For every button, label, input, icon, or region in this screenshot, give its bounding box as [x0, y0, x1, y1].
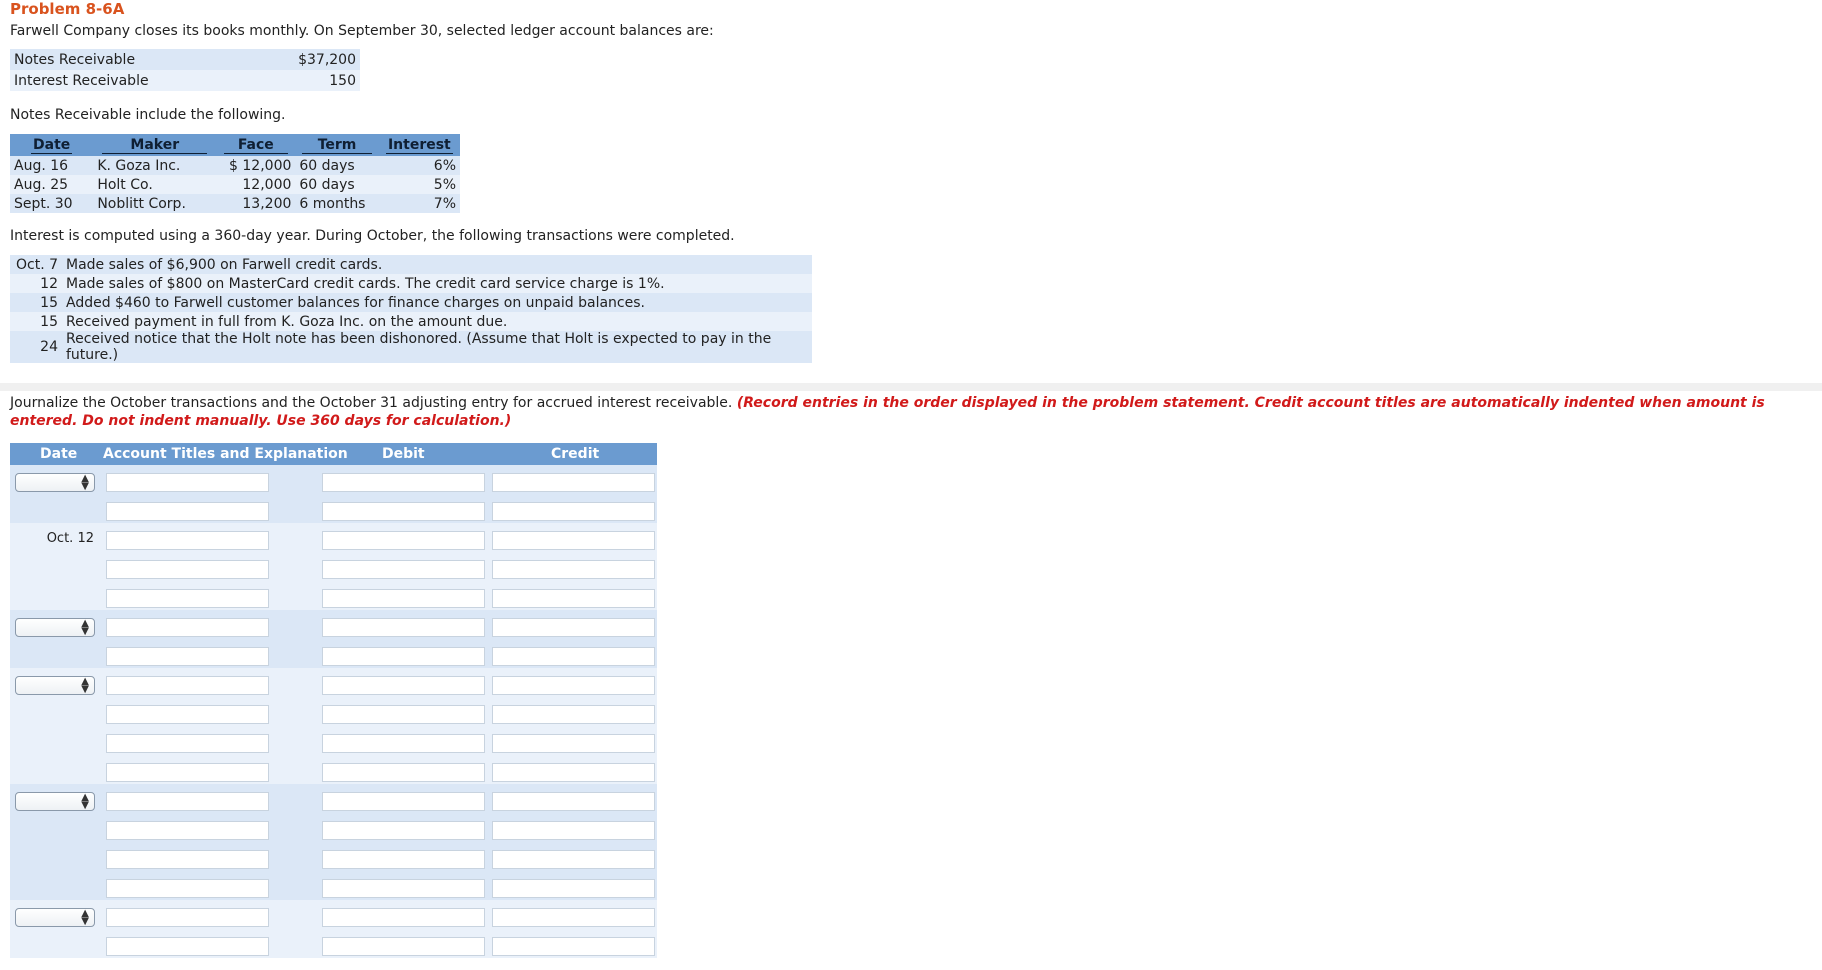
- account-input[interactable]: [106, 734, 269, 753]
- updown-icon: ▲ ▼: [81, 792, 89, 811]
- journal-row: [10, 465, 657, 494]
- credit-input[interactable]: [492, 792, 655, 811]
- account-input[interactable]: [106, 676, 269, 695]
- cell-interest: 6%: [433, 157, 456, 174]
- credit-input[interactable]: [492, 676, 655, 695]
- intro-text: Farwell Company closes its books monthly. On September 30, selected ledger account balances are:: [10, 23, 714, 39]
- credit-input[interactable]: [492, 850, 655, 869]
- balance-label: Notes Receivable: [14, 51, 136, 68]
- transaction-text: Made sales of $6,900 on Farwell credit cards.: [66, 256, 383, 273]
- journal-entry: [10, 784, 657, 900]
- credit-input[interactable]: [492, 908, 655, 927]
- date-select[interactable]: [15, 908, 95, 927]
- transaction-row: [10, 274, 812, 293]
- col-term: Term: [302, 137, 373, 154]
- debit-input[interactable]: [322, 473, 485, 492]
- balance-label: Interest Receivable: [14, 72, 149, 89]
- col-maker: Maker: [102, 137, 207, 154]
- balance-value: 150: [329, 72, 356, 89]
- account-input[interactable]: [106, 473, 269, 492]
- journal-col-account: Account Titles and Explanation: [103, 446, 348, 462]
- updown-icon: ▲ ▼: [81, 676, 89, 695]
- credit-input[interactable]: [492, 531, 655, 550]
- account-input[interactable]: [106, 560, 269, 579]
- journal-row: [10, 639, 657, 668]
- transaction-row: [10, 312, 812, 331]
- debit-input[interactable]: [322, 647, 485, 666]
- instruction-plain: Journalize the October transactions and the October 31 adjusting entry for accrued interest receivable.: [10, 395, 737, 411]
- transaction-date: 15: [40, 313, 58, 330]
- debit-input[interactable]: [322, 531, 485, 550]
- balance-row: [10, 49, 360, 70]
- account-input[interactable]: [106, 879, 269, 898]
- debit-input[interactable]: [322, 618, 485, 637]
- debit-input[interactable]: [322, 908, 485, 927]
- cell-face: 12,000: [242, 176, 292, 193]
- debit-input[interactable]: [322, 734, 485, 753]
- balance-row: [10, 70, 360, 91]
- transaction-text: Made sales of $800 on MasterCard credit cards. The credit card service charge is 1%.: [66, 275, 665, 292]
- credit-input[interactable]: [492, 879, 655, 898]
- entry-date: Oct. 12: [46, 531, 94, 546]
- section-divider: [0, 383, 1822, 391]
- transaction-date: Oct. 7: [15, 256, 58, 273]
- cell-date: Sept. 30: [14, 195, 73, 212]
- journal-col-credit: Credit: [551, 446, 600, 462]
- transaction-text: Added $460 to Farwell customer balances for finance charges on unpaid balances.: [66, 294, 645, 311]
- col-date: Date: [33, 136, 71, 153]
- table-row: [10, 156, 460, 175]
- account-input[interactable]: [106, 850, 269, 869]
- account-input[interactable]: [106, 821, 269, 840]
- credit-input[interactable]: [492, 589, 655, 608]
- debit-input[interactable]: [322, 879, 485, 898]
- account-input[interactable]: [106, 618, 269, 637]
- journal-entry: [10, 523, 657, 610]
- transaction-date: 12: [40, 275, 58, 292]
- debit-input[interactable]: [322, 850, 485, 869]
- debit-input[interactable]: [322, 705, 485, 724]
- debit-input[interactable]: [322, 937, 485, 956]
- journal-entry: [10, 465, 657, 523]
- table-row: [10, 175, 460, 194]
- instruction-red: (Record entries in the order displayed in the problem statement. Credit account titles are automatically indented when amount is entered. Do not indent manually. Use 360 days for calculation.): [10, 395, 1765, 429]
- journal-row: [10, 552, 657, 581]
- journal-row: [10, 610, 657, 639]
- col-interest: Interest: [387, 136, 451, 153]
- cell-maker: Holt Co.: [97, 176, 153, 193]
- account-input[interactable]: [106, 937, 269, 956]
- interest-text: Interest is computed using a 360-day year. During October, the following transactions were completed.: [10, 228, 735, 244]
- account-input[interactable]: [106, 792, 269, 811]
- account-input[interactable]: [106, 763, 269, 782]
- journal-row: [10, 929, 657, 958]
- debit-input[interactable]: [322, 676, 485, 695]
- journal-header: [10, 443, 657, 465]
- account-input[interactable]: [106, 705, 269, 724]
- credit-input[interactable]: [492, 647, 655, 666]
- transaction-row: [10, 255, 812, 274]
- credit-input[interactable]: [492, 705, 655, 724]
- balances-table: [10, 49, 360, 91]
- updown-icon: ▲ ▼: [81, 473, 89, 492]
- journal-row: [10, 668, 657, 697]
- cell-interest: 5%: [433, 176, 456, 193]
- journal-entry: [10, 610, 657, 668]
- debit-input[interactable]: [322, 589, 485, 608]
- transaction-row: [10, 331, 812, 363]
- debit-input[interactable]: [322, 502, 485, 521]
- notes-intro: Notes Receivable include the following.: [10, 107, 286, 123]
- transaction-date: 15: [40, 294, 58, 311]
- credit-input[interactable]: [492, 763, 655, 782]
- journal-col-date: Date: [40, 446, 78, 462]
- credit-input[interactable]: [492, 734, 655, 753]
- transactions-table: [10, 255, 812, 363]
- transaction-text: Received notice that the Holt note has been dishonored. (Assume that Holt is expected to pay in the future.): [66, 331, 772, 363]
- transaction-row: [10, 293, 812, 312]
- date-select[interactable]: [15, 473, 95, 492]
- debit-input[interactable]: [322, 792, 485, 811]
- journal-row: [10, 755, 657, 784]
- notes-table: [10, 134, 460, 213]
- account-input[interactable]: [106, 531, 269, 550]
- journal-row: [10, 871, 657, 900]
- cell-term: 6 months: [299, 195, 366, 212]
- credit-input[interactable]: [492, 618, 655, 637]
- account-input[interactable]: [106, 647, 269, 666]
- account-input[interactable]: [106, 502, 269, 521]
- journal-row: [10, 697, 657, 726]
- cell-interest: 7%: [433, 195, 456, 212]
- journal-row: [10, 726, 657, 755]
- journal-row: [10, 784, 657, 813]
- updown-icon: ▲ ▼: [81, 908, 89, 927]
- journal-entry: [10, 900, 657, 958]
- instructions: [10, 394, 1818, 430]
- journal-row: [10, 842, 657, 871]
- table-row: [10, 194, 460, 213]
- journal-col-debit: Debit: [382, 446, 425, 462]
- credit-input[interactable]: [492, 937, 655, 956]
- date-select[interactable]: [15, 618, 95, 637]
- cell-maker: Noblitt Corp.: [97, 195, 186, 212]
- balance-value: $37,200: [298, 51, 356, 68]
- debit-input[interactable]: [322, 763, 485, 782]
- col-face: Face: [224, 137, 288, 154]
- cell-date: Aug. 25: [14, 176, 69, 193]
- journal-row: [10, 523, 657, 552]
- date-select[interactable]: [15, 676, 95, 695]
- cell-maker: K. Goza Inc.: [97, 157, 181, 174]
- credit-input[interactable]: [492, 502, 655, 521]
- journal-row: [10, 581, 657, 610]
- cell-date: Aug. 16: [14, 157, 69, 174]
- cell-face: 13,200: [242, 195, 292, 212]
- debit-input[interactable]: [322, 821, 485, 840]
- journal-row: [10, 813, 657, 842]
- updown-icon: ▲ ▼: [81, 618, 89, 637]
- problem-title: Problem 8-6A: [10, 0, 125, 18]
- transaction-date: 24: [40, 339, 58, 355]
- date-select[interactable]: [15, 792, 95, 811]
- journal-entry: [10, 668, 657, 784]
- journal-body: [10, 465, 657, 958]
- account-input[interactable]: [106, 908, 269, 927]
- account-input[interactable]: [106, 589, 269, 608]
- debit-input[interactable]: [322, 560, 485, 579]
- cell-term: 60 days: [299, 176, 355, 193]
- transaction-text: Received payment in full from K. Goza Inc. on the amount due.: [66, 313, 508, 330]
- journal-row: [10, 494, 657, 523]
- cell-face: $ 12,000: [229, 157, 292, 174]
- cell-term: 60 days: [299, 157, 355, 174]
- credit-input[interactable]: [492, 473, 655, 492]
- credit-input[interactable]: [492, 560, 655, 579]
- credit-input[interactable]: [492, 821, 655, 840]
- journal-row: [10, 900, 657, 929]
